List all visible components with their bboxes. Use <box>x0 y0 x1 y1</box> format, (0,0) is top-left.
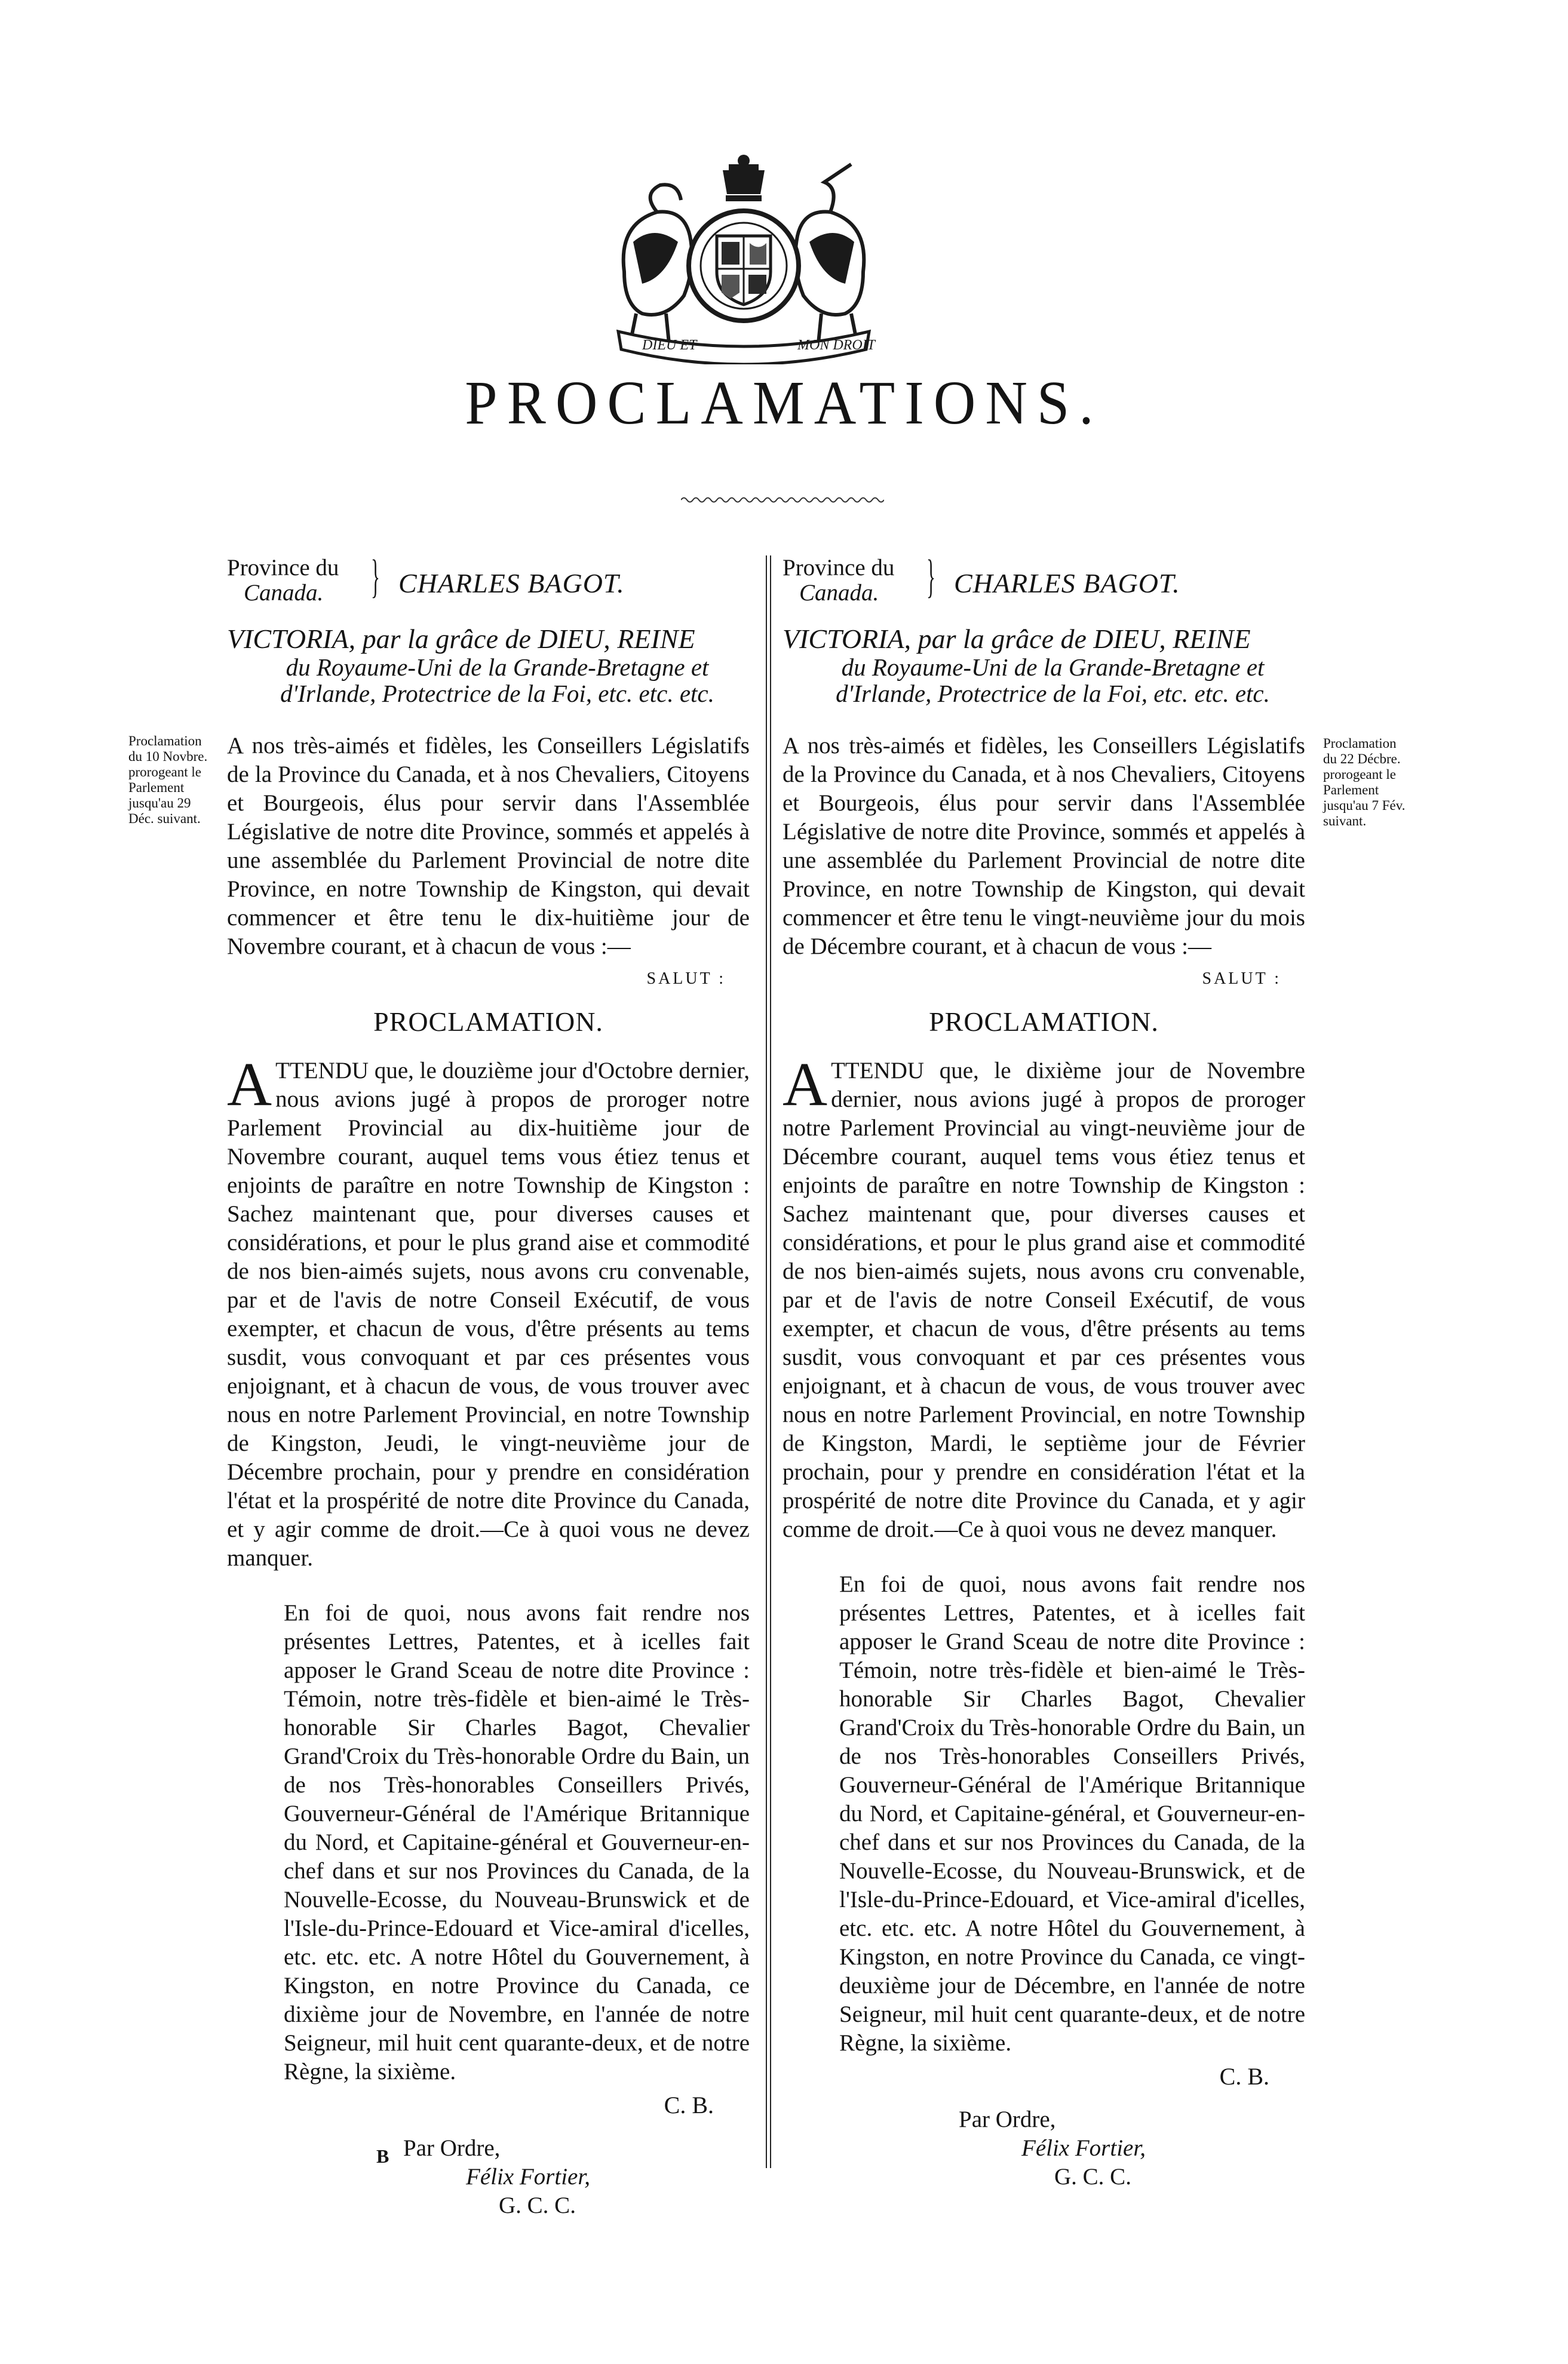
royal-titles-first: VICTORIA, par la grâce de DIEU, REINE <box>227 624 695 654</box>
witness-clause: En foi de quoi, nous avons fait rendre nos présentes Lettres, Patentes, et à icelles fait apposer le Grand Sceau de notre dite Province : Témoin, notre très-fidèle et bien-aimé le Très-honorable Sir Charles Bagot, Chevalier Grand'Croix du Très-honorable Ordre du Bain, un de nos Très-honorables Conseillers Privés, Gouverneur-Général de l'Amérique Britannique du Nord, et Capitaine-général, et Gouverneur-en-chef dans et sur nos Provinces du Canada, de la Nouvelle-Ecosse, du Nouveau-Brunswick, et de l'Isle-du-Prince-Edouard, et Vice-amiral d'icelles, etc. etc. etc. A notre Hôtel du Gouvernement, à Kingston, en notre Province du Canada, ce vingt-deuxième jour de Décembre, en l'année de notre Seigneur, mil huit cent quarante-deux, et de notre Règne, la sixième. <box>839 1571 1305 2056</box>
governor-name: CHARLES BAGOT. <box>954 568 1180 598</box>
salutation: SALUT : <box>646 969 726 988</box>
proclamation-heading-title: PROCLAMATION. <box>929 1006 1159 1037</box>
royal-titles <box>783 624 1305 707</box>
wavy-rule <box>681 496 884 504</box>
proclamation-heading-title: PROCLAMATION. <box>373 1006 603 1037</box>
proclamation-heading <box>783 552 1305 624</box>
address-paragraph: A nos très-aimés et fidèles, les Conseillers Législatifs de la Province du Canada, et à nos Chevaliers, Citoyens et Bourgeois, élus pour servir dans l'Assemblée Législative de notre dite Province, sommés et appelés à une assemblée du Parlement Provincial de notre dite Province, en notre Township de Kingston, qui devait commencer et être tenu le vingt-neuvième jour du mois de Décembre courant, et à chacun de vous :— <box>783 733 1305 959</box>
par-ordre: Par Ordre, <box>403 2135 501 2161</box>
royal-titles <box>227 624 750 707</box>
margin-note-right: Proclamation du 22 Décbre. prorogeant le Parlement jusqu'au 7 Fév. suivant. <box>1323 736 1406 828</box>
margin-note-left: Proclamation du 10 Novbre. prorogeant le Parlement jusqu'au 29 Déc. suivant. <box>128 733 208 826</box>
address-paragraph: A nos très-aimés et fidèles, les Conseillers Législatifs de la Province du Canada, et à nos Chevaliers, Citoyens et Bourgeois, élus pour servir dans l'Assemblée Législative de notre dite Province, sommés et appelés à une assemblée du Parlement Provincial de notre dite Province, en notre Township de Kingston, qui devait commencer et être tenu le dix-huitième jour de Novembre courant, et à chacun de vous :— <box>227 733 750 959</box>
province-label <box>783 552 926 606</box>
brace-icon: } <box>926 550 935 602</box>
proclamation-left <box>227 552 750 2220</box>
initials: C. B. <box>664 2092 714 2119</box>
drop-cap: A <box>783 1050 828 1119</box>
witness-clause: En foi de quoi, nous avons fait rendre nos présentes Lettres, Patentes, et à icelles fait apposer le Grand Sceau de notre dite Province : Témoin, notre très-fidèle et bien-aimé le Très-honorable Sir Charles Bagot, Chevalier Grand'Croix du Très-honorable Ordre du Bain, un de nos Très-honorables Conseillers Privés, Gouverneur-Général de l'Amérique Britannique du Nord, et Capitaine-général et Gouverneur-en-chef dans et sur nos Provinces du Canada, de la Nouvelle-Ecosse, du Nouveau-Brunswick et de l'Isle-du-Prince-Edouard et Vice-amiral d'icelles, etc. etc. etc. A notre Hôtel du Gouvernement, à Kingston, en notre Province du Canada, ce dixième jour de Novembre, en l'année de notre Seigneur, mil huit cent quarante-deux, et de notre Règne, la sixième. <box>284 1600 750 2084</box>
shield-icon <box>717 236 771 305</box>
proclamation-body <box>227 1050 750 1573</box>
column-divider <box>766 555 772 2168</box>
initials: C. B. <box>1219 2063 1269 2090</box>
province-label <box>227 552 370 606</box>
signer-title: G. C. C. <box>1054 2164 1131 2190</box>
crown-icon <box>723 155 765 201</box>
signer-name: Félix Fortier, <box>1021 2135 1146 2161</box>
proclamation-body-text: TTENDU que, le douzième jour d'Octobre dernier, nous avions jugé à propos de proroger notre Parlement Provincial au dix-huitième jour de Novembre courant, auquel tems vous étiez tenus et enjoints de paraître en notre Township de Kingston : Sachez maintenant que, pour diverses causes et considérations, et pour le plus grand aise et commodité de nos bien-aimés sujets, nous avons cru convenable, par et de l'avis de notre Conseil Exécutif, de vous exempter, et chacun de vous, d'être présents au tems susdit, vous convoquant et par ces présentes vous enjoignant, et à chacun de vous, de vous trouver avec nous en notre Parlement Provincial, en notre Township de Kingston, Jeudi, le vingt-neuvième jour de Décembre prochain, pour y prendre en considération l'état et la prospérité de notre dite Province du Canada, et y agir comme de droit.—Ce à quoi vous ne devez manquer. <box>227 1058 750 1571</box>
royal-coat-of-arms <box>600 152 887 364</box>
governor-name: CHARLES BAGOT. <box>398 568 625 598</box>
province-line1: Province du <box>783 555 895 581</box>
proclamation-right <box>783 552 1305 2191</box>
royal-titles-rest: du Royaume-Uni de la Grande-Bretagne et d'Irlande, Protectrice de la Foi, etc. etc. etc. <box>836 653 1270 707</box>
province-line2: Canada. <box>244 580 324 606</box>
province-line1: Province du <box>227 555 339 581</box>
brace-icon: } <box>371 550 380 602</box>
signer-name: Félix Fortier, <box>466 2164 590 2190</box>
page-title: PROCLAMATIONS. <box>465 369 1103 437</box>
province-line2: Canada. <box>799 580 879 606</box>
salutation: SALUT : <box>1202 969 1281 988</box>
royal-titles-rest: du Royaume-Uni de la Grande-Bretagne et d'Irlande, Protectrice de la Foi, etc. etc. etc. <box>280 653 714 707</box>
signer-title: G. C. C. <box>499 2193 576 2218</box>
signature-mark: B <box>376 2145 389 2167</box>
royal-titles-first: VICTORIA, par la grâce de DIEU, REINE <box>783 624 1251 654</box>
proclamation-heading <box>227 552 750 624</box>
drop-cap: A <box>227 1050 272 1119</box>
motto-banner <box>618 331 876 364</box>
motto-right: MON DROIT <box>797 337 875 353</box>
proclamation-body <box>783 1050 1305 1544</box>
par-ordre: Par Ordre, <box>959 2107 1056 2132</box>
motto-left: DIEU ET <box>642 337 697 353</box>
proclamation-body-text: TTENDU que, le dixième jour de Novembre dernier, nous avions jugé à propos de proroger notre Parlement Provincial au vingt-neuvième jour de Décembre courant, auquel tems vous étiez tenus et enjoints de paraître en notre Township de Kingston : Sachez maintenant que, pour diverses causes et considérations, et pour le plus grand aise et commodité de nos bien-aimés sujets, nous avons cru convenable, par et de l'avis de notre Conseil Exécutif, de vous exempter, et chacun de vous, d'être présents au tems susdit, vous convoquant et par ces présentes vous enjoignant, et à chacun de vous, de vous trouver avec nous en notre Parlement Provincial, en notre Township de Kingston, Mardi, le septième jour de Février prochain, pour y prendre en considération l'état et la prospérité de notre dite Province du Canada, et y agir comme de droit.—Ce à quoi vous ne devez manquer. <box>783 1058 1305 1542</box>
